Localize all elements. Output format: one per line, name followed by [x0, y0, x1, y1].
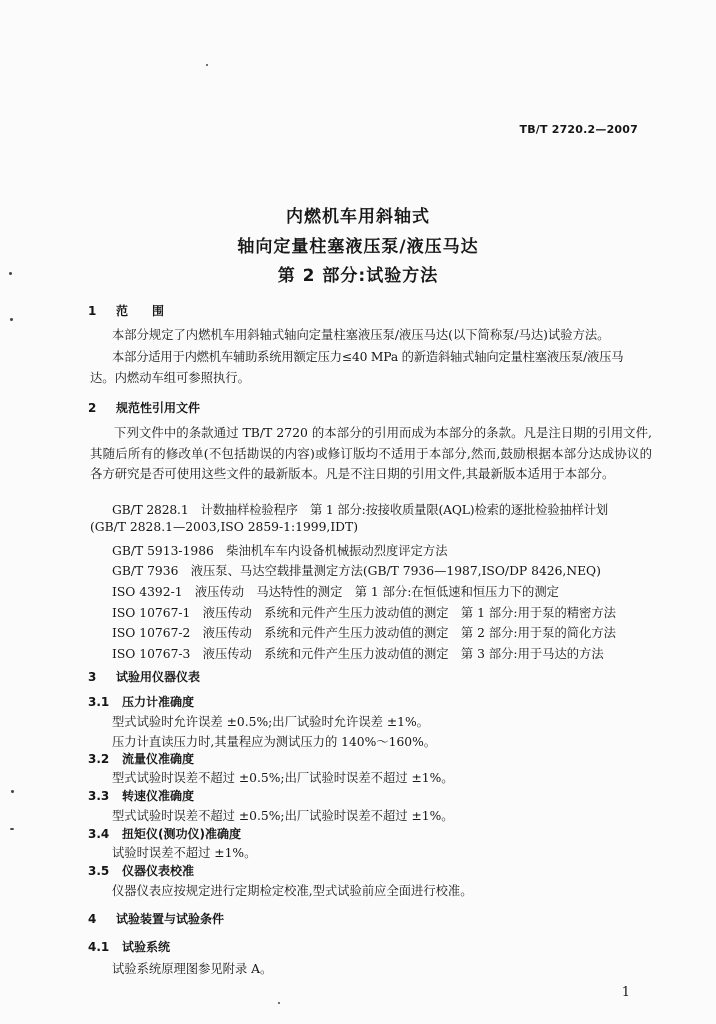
scan-speck: [206, 64, 208, 66]
section-1-heading: [88, 302, 164, 319]
subsection-title: 试验系统: [122, 940, 171, 954]
section-number: 4: [88, 912, 97, 926]
section-number: 1: [88, 304, 97, 318]
subsection-number: 3.1: [88, 695, 110, 709]
subsection-3-2-heading: [88, 750, 194, 767]
section-3-heading: [88, 668, 200, 685]
subsection-3-3-heading: [88, 787, 194, 804]
subsection-text: 型式试验时误差不超过 ±0.5%;出厂试验时误差不超过 ±1%。: [112, 809, 454, 823]
scan-speck: [10, 318, 13, 321]
subsection-3-1-heading: [88, 693, 194, 710]
section-4-heading: [88, 910, 224, 927]
scan-speck: [9, 272, 12, 275]
subsection-title: 转速仪准确度: [122, 789, 195, 803]
subsection-3-5-heading: [88, 862, 194, 879]
subsection-4-1-heading: [88, 938, 170, 955]
section-number: 3: [88, 670, 97, 684]
subsection-text: 仪器仪表应按规定进行定期检定校准,型式试验前应全面进行校准。: [112, 884, 473, 898]
title-line-3: 第 2 部分:试验方法: [277, 266, 439, 286]
subsection-text: 试验系统原理图参见附录 A。: [112, 962, 273, 976]
subsection-number: 3.3: [88, 789, 110, 803]
scope-paragraph-2a: 本部分适用于内燃机车辅助系统用额定压力≤40 MPa 的新造斜轴式轴向定量柱塞液压泵/液压马: [112, 350, 624, 364]
subsection-title: 仪器仪表校准: [122, 864, 195, 878]
subsection-text: 型式试验时误差不超过 ±0.5%;出厂试验时误差不超过 ±1%。: [112, 771, 454, 785]
reference-item: ISO 10767-1 液压传动 系统和元件产生压力波动值的测定 第 1 部分:用于泵的精密方法: [112, 606, 616, 620]
subsection-number: 3.5: [88, 864, 110, 878]
subsection-title: 压力计准确度: [122, 695, 195, 709]
subsection-text: 试验时误差不超过 ±1%。: [112, 846, 257, 860]
reference-item: (GB/T 2828.1—2003,ISO 2859-1:1999,IDT): [90, 520, 359, 534]
subsection-text: 型式试验时允许误差 ±0.5%;出厂试验时允许误差 ±1%。: [112, 715, 429, 729]
section-title: 试验装置与试验条件: [116, 912, 225, 926]
section-number: 2: [88, 401, 97, 415]
reference-item: ISO 4392-1 液压传动 马达特性的测定 第 1 部分:在恒低速和恒压力下的测定: [112, 585, 559, 599]
section-title: 范 围: [116, 304, 165, 318]
standard-number: TB/T 2720.2—2007: [519, 123, 638, 136]
reference-item: GB/T 7936 液压泵、马达空载排量测定方法(GB/T 7936—1987,ISO/DP 8426,NEQ): [112, 564, 601, 578]
scan-speck: [10, 828, 14, 830]
subsection-number: 4.1: [88, 940, 110, 954]
subsection-text: 压力计直读压力时,其量程应为测试压力的 140%～160%。: [112, 735, 437, 749]
reference-item: GB/T 2828.1 计数抽样检验程序 第 1 部分:按接收质量限(AQL)检索的逐批检验抽样计划: [112, 503, 609, 517]
section-2-heading: [88, 399, 200, 416]
subsection-number: 3.2: [88, 752, 110, 766]
scope-paragraph-1: 本部分规定了内燃机车用斜轴式轴向定量柱塞液压泵/液压马达(以下简称泵/马达)试验方法。: [112, 328, 610, 342]
normative-references-paragraph: 下列文件中的条款通过 TB/T 2720 的本部分的引用而成为本部分的条款。凡是注日期的引用文件,其随后所有的修改单(不包括勘误的内容)或修订版均不适用于本部分,然而,鼓励根据本部分达成协议的各方研究是否可使用这些文件的最新版本。凡是不注日期的引用文件,其最新版本适用于本部分。: [90, 425, 652, 481]
page-number: 1: [621, 985, 630, 1000]
section-title: 规范性引用文件: [116, 401, 201, 415]
reference-item: ISO 10767-2 液压传动 系统和元件产生压力波动值的测定 第 2 部分:用于泵的简化方法: [112, 626, 616, 640]
subsection-title: 流量仪准确度: [122, 752, 195, 766]
subsection-number: 3.4: [88, 827, 110, 841]
scan-speck: [11, 790, 14, 793]
title-line-2: 轴向定量柱塞液压泵/液压马达: [237, 237, 479, 257]
subsection-3-4-heading: [88, 825, 241, 842]
subsection-title: 扭矩仪(测功仪)准确度: [122, 827, 241, 841]
reference-item: GB/T 5913-1986 柴油机车车内设备机械振动烈度评定方法: [112, 544, 448, 558]
scope-paragraph-2b: 达。内燃动车组可参照执行。: [90, 371, 250, 385]
reference-item: ISO 10767-3 液压传动 系统和元件产生压力波动值的测定 第 3 部分:用于马达的方法: [112, 647, 604, 661]
title-line-1: 内燃机车用斜轴式: [286, 207, 430, 227]
scan-speck: [278, 1002, 280, 1004]
section-title: 试验用仪器仪表: [116, 670, 201, 684]
